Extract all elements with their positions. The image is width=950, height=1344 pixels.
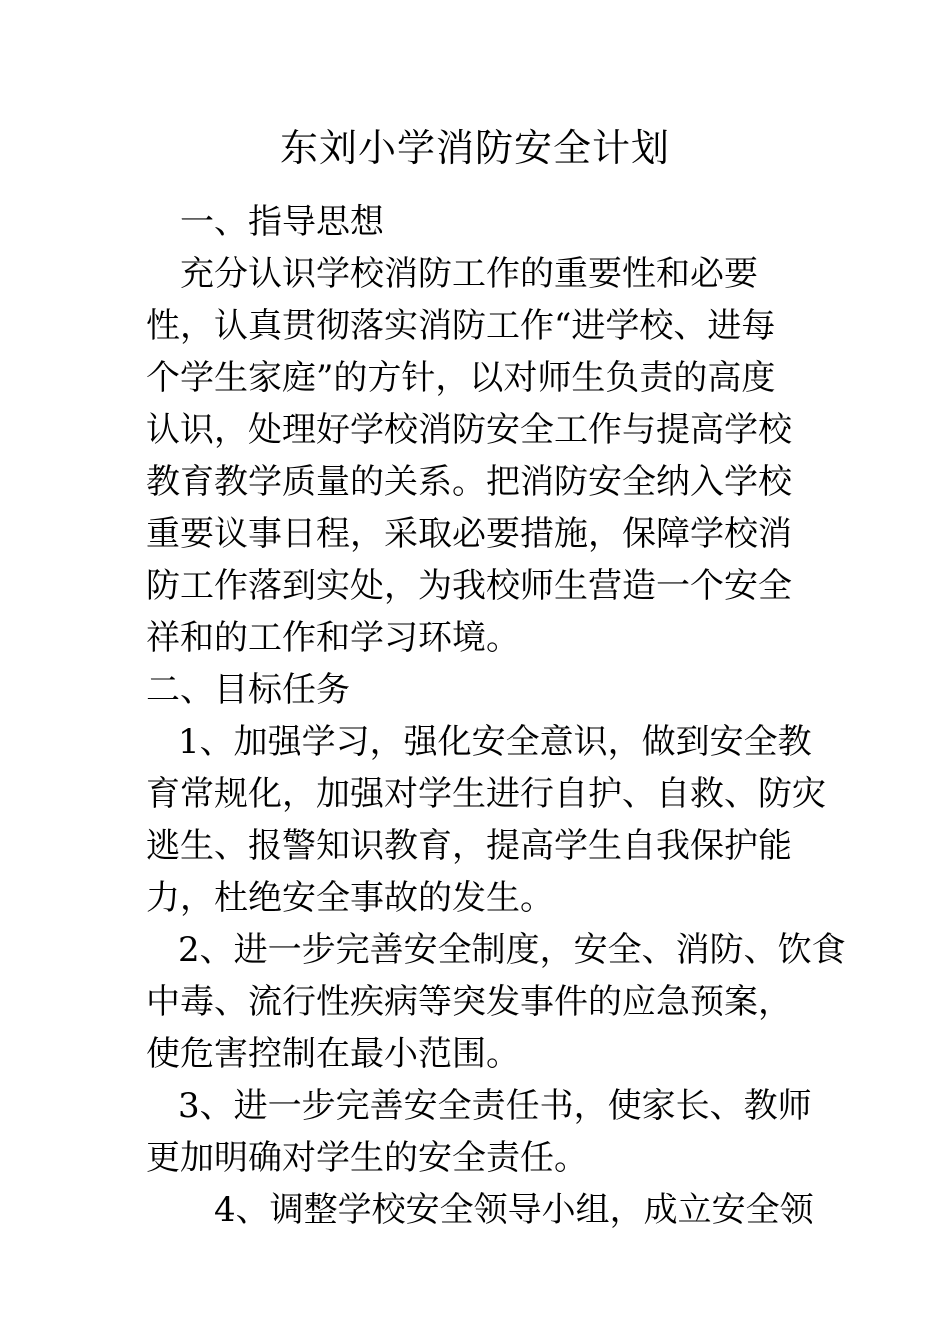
paragraph-line: 重要议事日程，采取必要措施，保障学校消 [146, 514, 792, 554]
paragraph-line: 认识，处理好学校消防安全工作与提高学校 [146, 410, 792, 450]
paragraph-line: 充分认识学校消防工作的重要性和必要 [180, 254, 758, 294]
paragraph-line: 祥和的工作和学习环境。 [146, 618, 520, 658]
list-item-line: 力，杜绝安全事故的发生。 [146, 878, 554, 918]
list-item-line: 1、加强学习，强化安全意识，做到安全教 [178, 722, 812, 762]
paragraph-line: 性，认真贯彻落实消防工作“进学校、进每 [146, 306, 776, 346]
list-item-line: 4、调整学校安全领导小组，成立安全领 [214, 1190, 814, 1230]
list-item-line: 育常规化，加强对学生进行自护、自救、防灾 [146, 774, 826, 814]
list-item-line: 逃生、报警知识教育，提高学生自我保护能 [146, 826, 792, 866]
document-title: 东刘小学消防安全计划 [279, 126, 670, 170]
paragraph-line: 防工作落到实处，为我校师生营造一个安全 [146, 566, 792, 606]
list-item-line: 使危害控制在最小范围。 [146, 1034, 520, 1074]
paragraph-line: 个学生家庭”的方针，以对师生负责的高度 [146, 358, 776, 398]
list-item-line: 更加明确对学生的安全责任。 [146, 1138, 588, 1178]
list-item-line: 3、进一步完善安全责任书，使家长、教师 [178, 1086, 812, 1126]
paragraph-line: 教育教学质量的关系。把消防安全纳入学校 [146, 462, 792, 502]
list-item-line: 2、进一步完善安全制度，安全、消防、饮食 [178, 930, 846, 970]
heading-guiding-ideology: 一、指导思想 [180, 202, 384, 242]
list-item-line: 中毒、流行性疾病等突发事件的应急预案， [146, 982, 792, 1022]
heading-goals-tasks: 二、目标任务 [146, 670, 350, 710]
